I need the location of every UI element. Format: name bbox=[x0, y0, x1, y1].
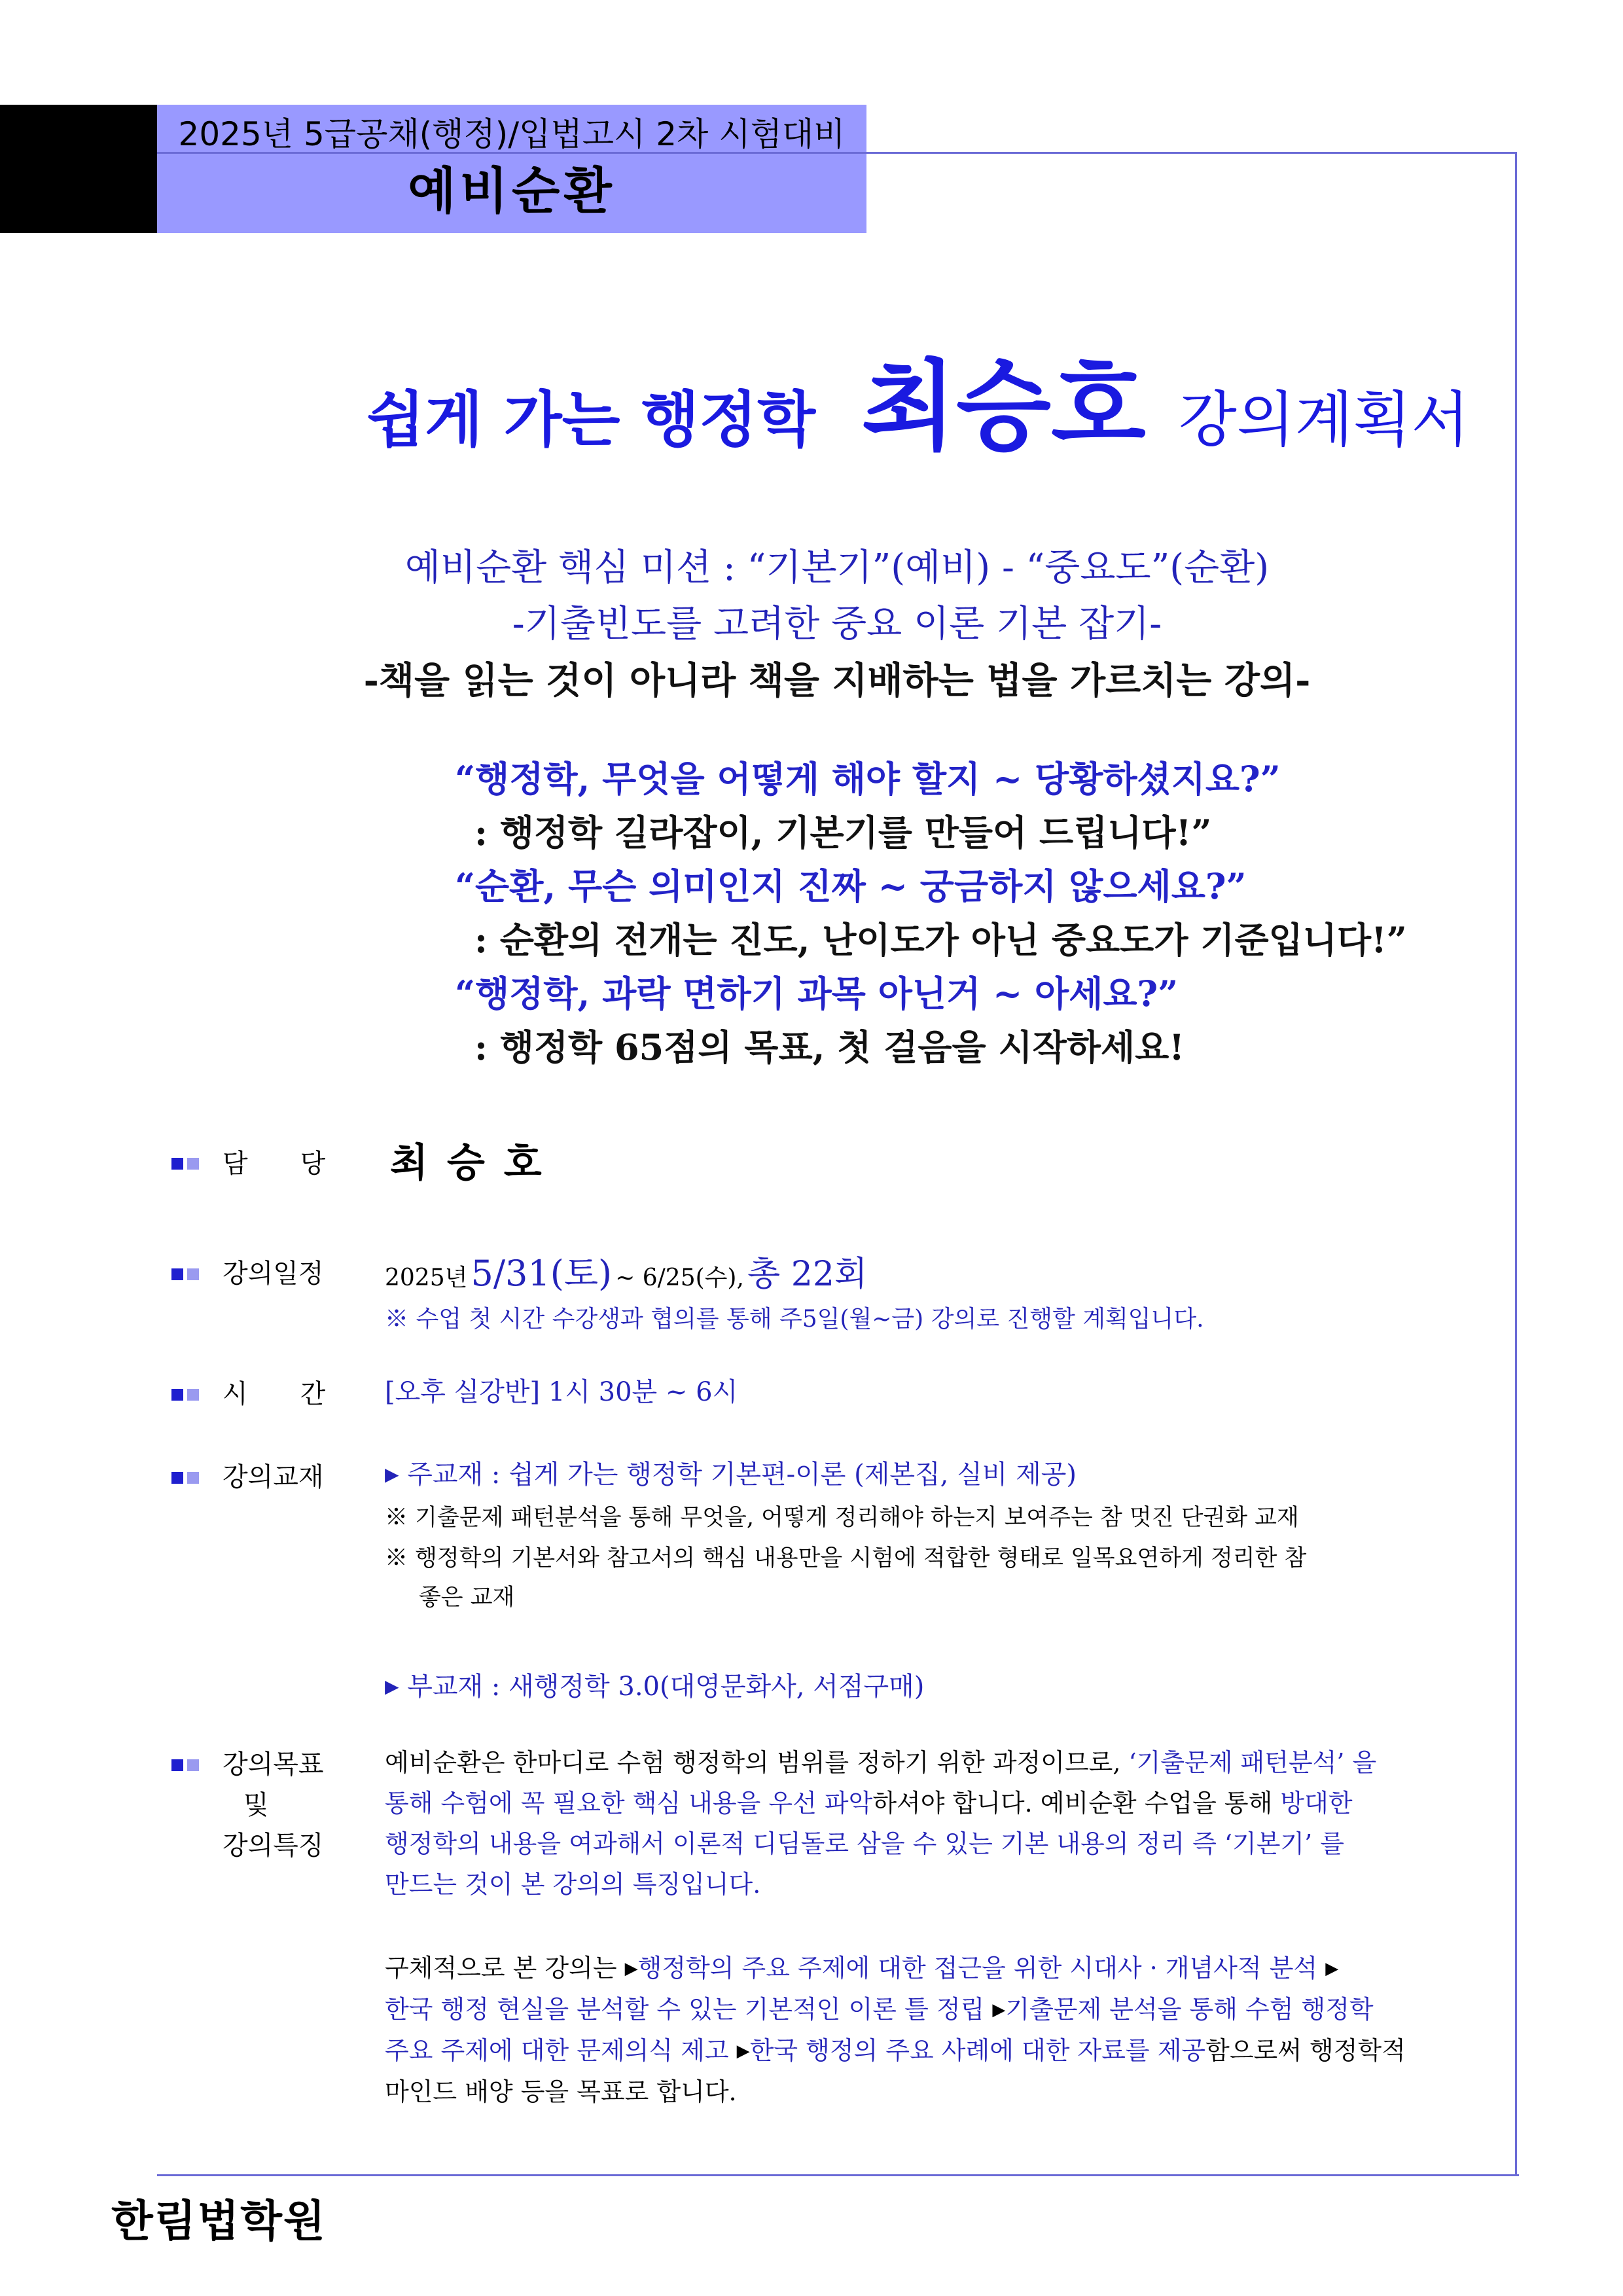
paragraph-line bbox=[385, 1742, 1471, 1783]
title-document-type: 강의계획서 bbox=[1178, 385, 1470, 455]
main-textbook: ▶ 주교재 : 쉽게 가는 행정학 기본편-이론 (제본집, 실비 제공) bbox=[385, 1460, 1077, 1490]
goals-label-3: 강의특징 bbox=[223, 1831, 324, 1861]
textbook-note-1: ※ 기출문제 패턴분석을 통해 무엇을, 어떻게 정리해야 하는지 보여주는 참 멋진 단권화 교재 bbox=[385, 1505, 1299, 1531]
triangle-bullet-icon: ▶ bbox=[1325, 1959, 1339, 1979]
instructor-label: 담 당 bbox=[223, 1149, 326, 1179]
text-run: 방대한 bbox=[1280, 1789, 1353, 1818]
frame-bottom-divider bbox=[157, 2174, 1519, 2176]
section-bullet bbox=[171, 1472, 199, 1488]
triangle-bullet-icon: ▶ bbox=[385, 1676, 399, 1697]
question-1: “행정학, 무엇을 어떻게 해야 할지 ~ 당황하셨지요?” bbox=[455, 758, 1281, 800]
mission-line-2: -기출빈도를 고려한 중요 이론 기본 잡기- bbox=[512, 603, 1162, 645]
goals-label-1: 강의목표 bbox=[223, 1749, 324, 1780]
triangle-bullet-icon: ▶ bbox=[385, 1463, 399, 1485]
text-run: 주요 주제에 대한 문제의식 제고 bbox=[385, 2036, 737, 2065]
header-black-block bbox=[0, 105, 157, 233]
title-course-name: 쉽게 가는 행정학 bbox=[366, 385, 816, 455]
answer-1: : 행정학 길라잡이, 기본기를 만들어 드립니다!” bbox=[474, 812, 1212, 853]
question-2: “순환, 무슨 의미인지 진짜 ~ 궁금하지 않으세요?” bbox=[455, 865, 1247, 907]
schedule-start: 5/31(토) bbox=[471, 1253, 613, 1294]
textbook-note-2-cont: 좋은 교재 bbox=[419, 1585, 515, 1611]
section-bullet bbox=[171, 1158, 199, 1174]
mission-line-3: -책을 읽는 것이 아니라 책을 지배하는 법을 가르치는 강의- bbox=[363, 659, 1311, 702]
text-run: 한국 행정의 주요 사례에 대한 자료를 제공 bbox=[749, 2036, 1206, 2065]
text-run: 만드는 것이 본 강의의 특징입니다. bbox=[385, 1870, 761, 1899]
schedule-year: 2025년 bbox=[385, 1265, 468, 1291]
answer-2: : 순환의 전개는 진도, 난이도가 아닌 중요도가 기준입니다!” bbox=[474, 919, 1407, 961]
text-run: 마인드 배양 등을 목표로 합니다. bbox=[385, 2077, 737, 2106]
goals-paragraph-2 bbox=[385, 1948, 1471, 2112]
section-bullet bbox=[171, 1389, 199, 1405]
schedule-total: 총 22회 bbox=[747, 1255, 868, 1294]
text-run: 행정학의 주요 주제에 대한 접근을 위한 시대사 · 개념사적 분석 bbox=[637, 1954, 1326, 1982]
text-run: 하셔야 합니다. 예비순환 수업을 통해 bbox=[872, 1789, 1281, 1818]
section-bullet bbox=[171, 1268, 199, 1284]
answer-3: : 행정학 65점의 목표, 첫 걸음을 시작하세요! bbox=[474, 1026, 1185, 1068]
footer-logo: 한림법학원 bbox=[111, 2196, 327, 2246]
text-run: 예비순환은 한마디로 수험 행정학의 범위를 정하기 위한 과정이므로, bbox=[385, 1748, 1129, 1777]
mission-line-1: 예비순환 핵심 미션 : “기본기”(예비) - “중요도”(순환) bbox=[404, 547, 1270, 589]
schedule-dates bbox=[385, 1249, 867, 1307]
schedule-label: 강의일정 bbox=[223, 1259, 324, 1289]
paragraph-line bbox=[385, 1948, 1471, 1989]
goals-paragraph-1 bbox=[385, 1742, 1471, 1905]
textbook-note-2: ※ 행정학의 기본서와 참고서의 핵심 내용만을 시험에 적합한 형태로 일목요연하게 정리한 참 bbox=[385, 1545, 1307, 1571]
time-value: [오후 실강반] 1시 30분 ~ 6시 bbox=[385, 1377, 738, 1407]
instructor-name: 최 승 호 bbox=[390, 1140, 544, 1186]
text-run: 구체적으로 본 강의는 bbox=[385, 1954, 625, 1982]
textbook-label: 강의교재 bbox=[223, 1462, 324, 1492]
paragraph-line bbox=[385, 2072, 1471, 2112]
paragraph-line bbox=[385, 1989, 1471, 2030]
schedule-note: ※ 수업 첫 시간 수강생과 협의를 통해 주5일(월~금) 강의로 진행할 계획입니다. bbox=[385, 1306, 1204, 1333]
text-run: 행정학의 내용을 여과해서 이론적 디딤돌로 삼을 수 있는 기본 내용의 정리 즉 ‘기본기’ 를 bbox=[385, 1829, 1344, 1858]
goals-label-2: 및 bbox=[243, 1790, 269, 1820]
schedule-range: ~ 6/25(수), bbox=[615, 1265, 744, 1291]
triangle-bullet-icon: ▶ bbox=[992, 2000, 1006, 2020]
triangle-bullet-icon: ▶ bbox=[624, 1959, 638, 1979]
page-title bbox=[366, 327, 1518, 469]
header-course-type: 예비순환 bbox=[408, 162, 616, 220]
triangle-bullet-icon: ▶ bbox=[736, 2041, 750, 2061]
text-run: 통해 수험에 꼭 필요한 핵심 내용을 우선 파악 bbox=[385, 1789, 873, 1818]
time-label: 시 간 bbox=[223, 1379, 326, 1409]
section-bullet bbox=[171, 1759, 199, 1775]
paragraph-line bbox=[385, 1783, 1471, 1823]
text-run: 함으로써 행정학적 bbox=[1205, 2036, 1406, 2065]
text-run: ‘기출문제 패턴분석’ 을 bbox=[1128, 1748, 1377, 1777]
title-instructor-name: 최승호 bbox=[861, 350, 1146, 464]
sub-textbook: ▶ 부교재 : 새행정학 3.0(대영문화사, 서점구매) bbox=[385, 1672, 925, 1702]
text-run: 기출문제 분석을 통해 수험 행정학 bbox=[1005, 1995, 1374, 2024]
paragraph-line bbox=[385, 2030, 1471, 2072]
paragraph-line bbox=[385, 1823, 1471, 1864]
question-3: “행정학, 과락 면하기 과목 아닌거 ~ 아세요?” bbox=[455, 973, 1179, 1014]
text-run: 한국 행정 현실을 분석할 수 있는 기본적인 이론 틀 정립 bbox=[385, 1995, 993, 2024]
header-exam-title: 2025년 5급공채(행정)/입법고시 2차 시험대비 bbox=[178, 115, 846, 153]
paragraph-line bbox=[385, 1864, 1471, 1905]
